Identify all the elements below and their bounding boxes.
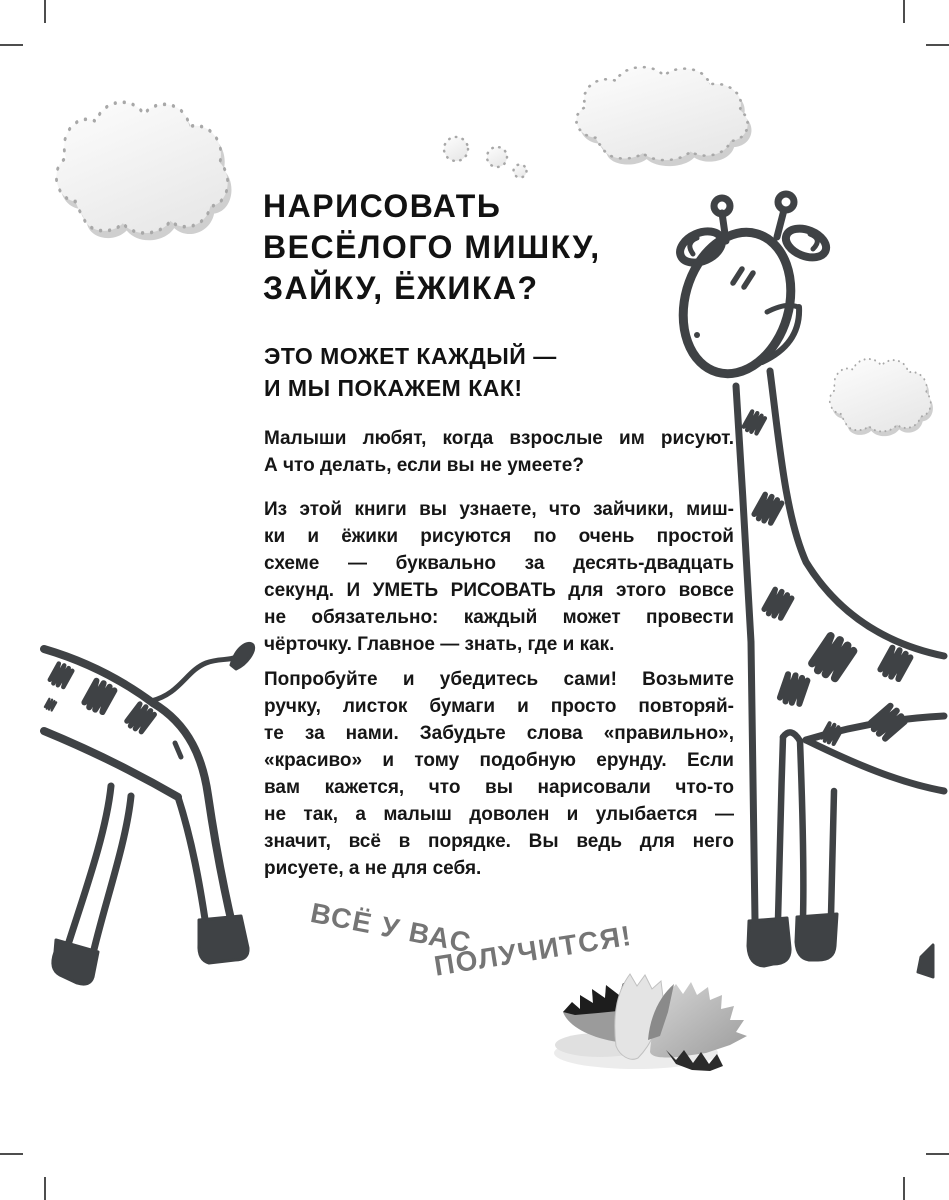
crop-mark-bottom-left-h: [0, 1153, 23, 1155]
pencil-shavings-illustration: [554, 974, 747, 1071]
text-line: те за нами. Забудьте слова «правильно»,: [264, 723, 734, 744]
text-line: ки и ёжики рисуются по очень простой: [264, 526, 734, 547]
text-line: А что делать, если вы не умеете?: [264, 455, 584, 476]
text-line: ЭТО МОЖЕТ КАЖДЫЙ —: [264, 343, 557, 369]
text-line: не так, а малыш доволен и улыбается —: [264, 804, 734, 825]
text-line: И МЫ ПОКАЖЕМ КАК!: [264, 375, 523, 401]
crop-mark-bottom-left-v: [44, 1177, 46, 1200]
text-line: ВЕСЁЛОГО МИШКУ,: [263, 229, 601, 265]
paragraph-intro: [264, 425, 734, 479]
text-line: значит, всё в порядке. Вы ведь для него: [264, 831, 734, 852]
text-line: ЗАЙКУ, ЁЖИКА?: [263, 270, 539, 306]
cloud-top-right-icon: [576, 67, 751, 166]
text-line: не обязательно: каждый может провести: [264, 607, 734, 628]
cloud-top-left-icon: [56, 102, 231, 240]
text-line: чёрточку. Главное — знать, где и как.: [264, 634, 615, 655]
text-line: Малыши любят, когда взрослые им рисуют.: [264, 428, 734, 449]
text-line: НАРИСОВАТЬ: [263, 188, 502, 224]
slogan-line-1: ВСЁ У ВАС: [308, 897, 475, 959]
text-line: секунд. И УМЕТЬ РИСОВАТЬ для этого вовсе: [264, 580, 734, 601]
text-line: Из этой книги вы узнаете, что зайчики, миш-: [264, 499, 734, 520]
thought-bubbles-icon: [444, 137, 527, 178]
text-line: рисуете, а не для себя.: [264, 858, 482, 879]
crop-mark-top-right-v: [903, 0, 905, 23]
crop-mark-bottom-right-h: [926, 1153, 949, 1155]
crop-mark-top-left-v: [44, 0, 46, 23]
text-line: «красиво» и тому подобную ерунду. Если: [264, 750, 734, 771]
text-line: вам кажется, что вы нарисовали что-то: [264, 777, 734, 798]
paragraph-try: [264, 666, 734, 882]
crop-mark-top-left-h: [0, 44, 23, 46]
cloud-right-small-icon: [830, 359, 933, 436]
text-line: Попробуйте и убедитесь сами! Возьмите: [264, 669, 734, 690]
text-line: ручку, листок бумаги и просто повторяй-: [264, 696, 734, 717]
text-line: схеме — буквально за десять-двадцать: [264, 553, 734, 574]
paragraph-how: [264, 496, 734, 658]
crop-mark-bottom-right-v: [903, 1177, 905, 1200]
slogan-line-2: ПОЛУЧИТСЯ!: [432, 919, 635, 982]
page-title: [263, 186, 723, 309]
walking-animal-rear-illustration: [44, 643, 254, 984]
crop-mark-top-right-h: [926, 44, 949, 46]
page-subtitle: [264, 340, 724, 404]
